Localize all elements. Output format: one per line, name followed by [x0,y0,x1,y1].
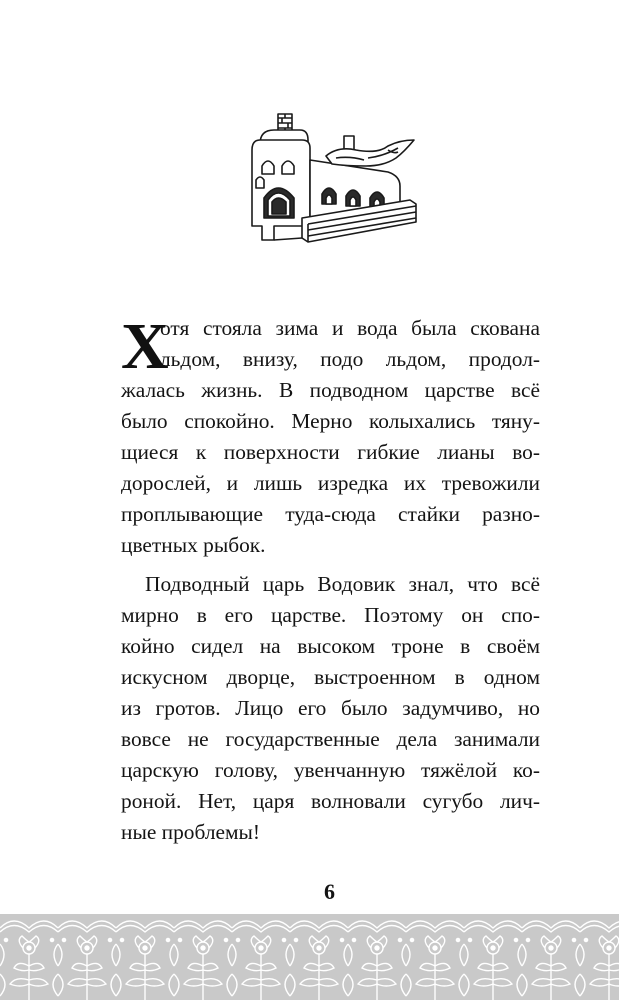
paragraph-2 [121,569,540,848]
text-line: койно сидел на высоком троне в своём [121,634,540,658]
text-line: льдом, внизу, подо льдом, продол- [160,347,540,371]
text-line: дорослей, и лишь изредка их тревожили [121,471,540,495]
text-line: Подводный царь Водовик знал, что всё [145,572,540,596]
text-line: цветных рыбок. [121,533,266,557]
ornament-band [0,914,619,1000]
text-line: искусном дворце, выстроенном в одном [121,665,540,689]
russian-stove-icon [238,100,420,258]
text-line: ные проблемы! [121,820,261,844]
text-line: щиеся к поверхности гибкие лианы во- [121,440,540,464]
text-line: вовсе не государственные дела занимали [121,727,540,751]
dropcap: Х [121,310,169,383]
text-line: проплывающие туда-сюда стайки разно- [121,502,540,526]
page-number: 6 [324,879,335,904]
text-line: царскую голову, увенчанную тяжёлой ко- [121,758,540,782]
text-line: роной. Нет, царя волновали сугубо лич- [121,789,540,813]
text-line: мирно в его царстве. Поэтому он спо- [121,603,540,627]
paragraph-1 [121,310,540,561]
text-line: отя стояла зима и вода была скована [160,316,540,340]
body-text [121,310,540,848]
text-line: было спокойно. Мерно колыхались тяну- [121,409,540,433]
text-line: жалась жизнь. В подводном царстве всё [121,378,540,402]
text-line: из гротов. Лицо его было задумчиво, но [121,696,540,720]
